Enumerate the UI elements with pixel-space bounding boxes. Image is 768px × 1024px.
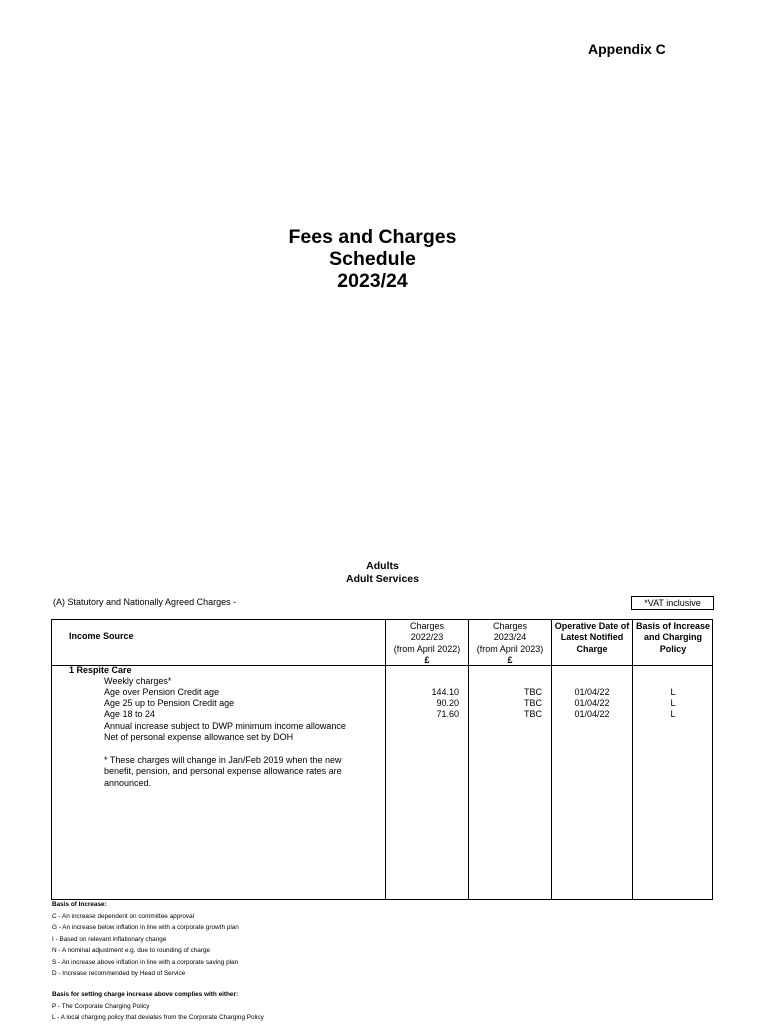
footnote-line: benefit, pension, and personal expense allowance rates are [104,766,342,777]
charges-table [51,619,713,900]
footnote-line: * These charges will change in Jan/Feb 2019 when the new [104,755,342,765]
header-text: Latest Notified [560,632,624,643]
row-charge-2023: TBC [524,687,542,697]
row-label: Age 18 to 24 [104,709,156,719]
row-charge-2022: 144.10 [431,687,459,697]
legend-item: I - Based on relevant inflationary change [52,935,167,943]
category-label: (A) Statutory and Nationally Agreed Charges - [53,597,237,607]
header-operative-date [552,621,632,655]
header-text: £ [424,655,430,666]
row-basis: L [670,698,676,708]
legend-item: L - A local charging policy that deviates from the Corporate Charging Policy [52,1014,264,1021]
header-basis [633,621,713,655]
policy-legend [52,989,264,1024]
row-operative-date: 01/04/22 [574,709,610,719]
legend-item: G - An increase below inflation in line with a corporate growth plan [52,924,239,931]
row-basis: L [670,709,676,719]
header-text: 2022/23 [410,632,444,643]
table-footnote [104,755,374,789]
header-text: 2023/24 [493,632,527,643]
subheading: Weekly charges* [104,676,172,686]
row-charge-2022: 90.20 [436,698,459,708]
column-divider [632,620,633,899]
legend-item: N - A nominal adjustment e.g. due to rounding of charge [52,947,211,954]
column-divider [551,620,552,899]
header-charges-2022 [386,621,468,667]
document-title [0,226,745,292]
row-label: Age over Pension Credit age [104,687,220,697]
row-label: Age 25 up to Pension Credit age [104,698,235,708]
header-text: Policy [659,643,687,654]
header-divider [52,665,712,666]
legend-item: P - The Corporate Charging Policy [52,1002,150,1010]
row-charge-2022: 71.60 [436,709,459,719]
header-charges-2023 [469,621,551,667]
row-charge-2023: TBC [524,698,542,708]
section-heading [0,560,765,586]
header-text: £ [507,655,513,666]
header-text: Charges [409,621,445,631]
basis-legend [52,899,239,980]
footnote-line: announced. [104,777,152,788]
legend-title: Basis for setting charge increase above complies with either: [52,991,239,998]
title-line-3: 2023/24 [337,270,408,292]
note: Net of personal expense allowance set by DOH [104,732,294,742]
vat-note: *VAT inclusive [631,596,714,610]
row-operative-date: 01/04/22 [574,687,610,697]
header-text: Charges [492,621,528,631]
appendix-label: Appendix C [588,41,666,57]
group-title: 1 Respite Care [69,665,132,675]
department-label: Adults [366,560,399,572]
legend-item: D - Increase recommended by Head of Service [52,970,186,977]
row-basis: L [670,687,676,697]
header-text: Charge [576,643,608,654]
note: Annual increase subject to DWP minimum income allowance [104,721,346,731]
legend-title: Basis of Increase: [52,901,107,908]
header-text: Basis of Increase [635,621,711,631]
header-text: (from April 2022) [393,643,461,654]
header-text: (from April 2023) [476,643,544,654]
legend-item: S - An increase above inflation in line with a corporate saving plan [52,958,239,966]
title-line-1: Fees and Charges [288,226,457,248]
legend-item: C - An increase dependent on committee approval [52,912,195,920]
row-charge-2023: TBC [524,709,542,719]
service-label: Adult Services [346,573,419,585]
row-operative-date: 01/04/22 [574,698,610,708]
header-income-source: Income Source [69,631,134,641]
title-line-2: Schedule [329,248,416,270]
header-text: and Charging [644,632,702,643]
header-text: Operative Date of [554,621,630,631]
